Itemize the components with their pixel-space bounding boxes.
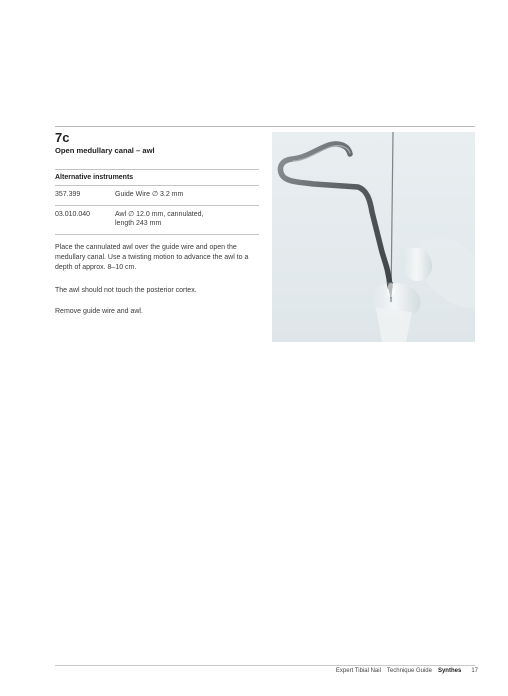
article-number: 03.010.040 (55, 210, 91, 218)
description-line: length 243 mm (115, 220, 162, 227)
tibia-shaft-shape (376, 308, 412, 342)
step-title: Open medullary canal – awl (55, 146, 155, 155)
page-footer (336, 668, 478, 674)
step-number: 7c (55, 130, 70, 145)
entry-highlight (387, 283, 395, 297)
instruments-table (55, 169, 259, 235)
article-description (115, 190, 259, 200)
instruction-paragraph: Place the cannulated awl over the guide wire and open the medullary canal. Use a twisting motion to advance the awl to a depth of approx. 8–10 cm. (55, 244, 249, 271)
footer-rule (55, 665, 475, 666)
table-row (55, 186, 259, 205)
awl-bent-rod (280, 144, 390, 287)
awl-over-guide-wire-graphic (272, 132, 475, 342)
awl-illustration (272, 132, 475, 342)
document-title: Expert Tibial Nail (335, 668, 381, 674)
table-row (55, 206, 259, 234)
instruction-paragraph: Remove guide wire and awl. (55, 308, 143, 315)
document-type: Technique Guide (386, 668, 432, 674)
article-number: 357.399 (55, 191, 81, 198)
brand-name: Synthes (437, 668, 462, 674)
instruction-paragraph: The awl should not touch the posterior cortex. (55, 287, 197, 294)
page-number: 17 (471, 668, 478, 674)
table-divider (55, 234, 259, 235)
instruments-heading: Alternative instruments (55, 174, 134, 181)
description-line: Guide Wire ∅ 3.2 mm (115, 191, 184, 198)
description-line: Awl ∅ 12.0 mm, cannulated, (115, 210, 204, 218)
top-rule (55, 126, 475, 127)
article-description (115, 210, 259, 229)
